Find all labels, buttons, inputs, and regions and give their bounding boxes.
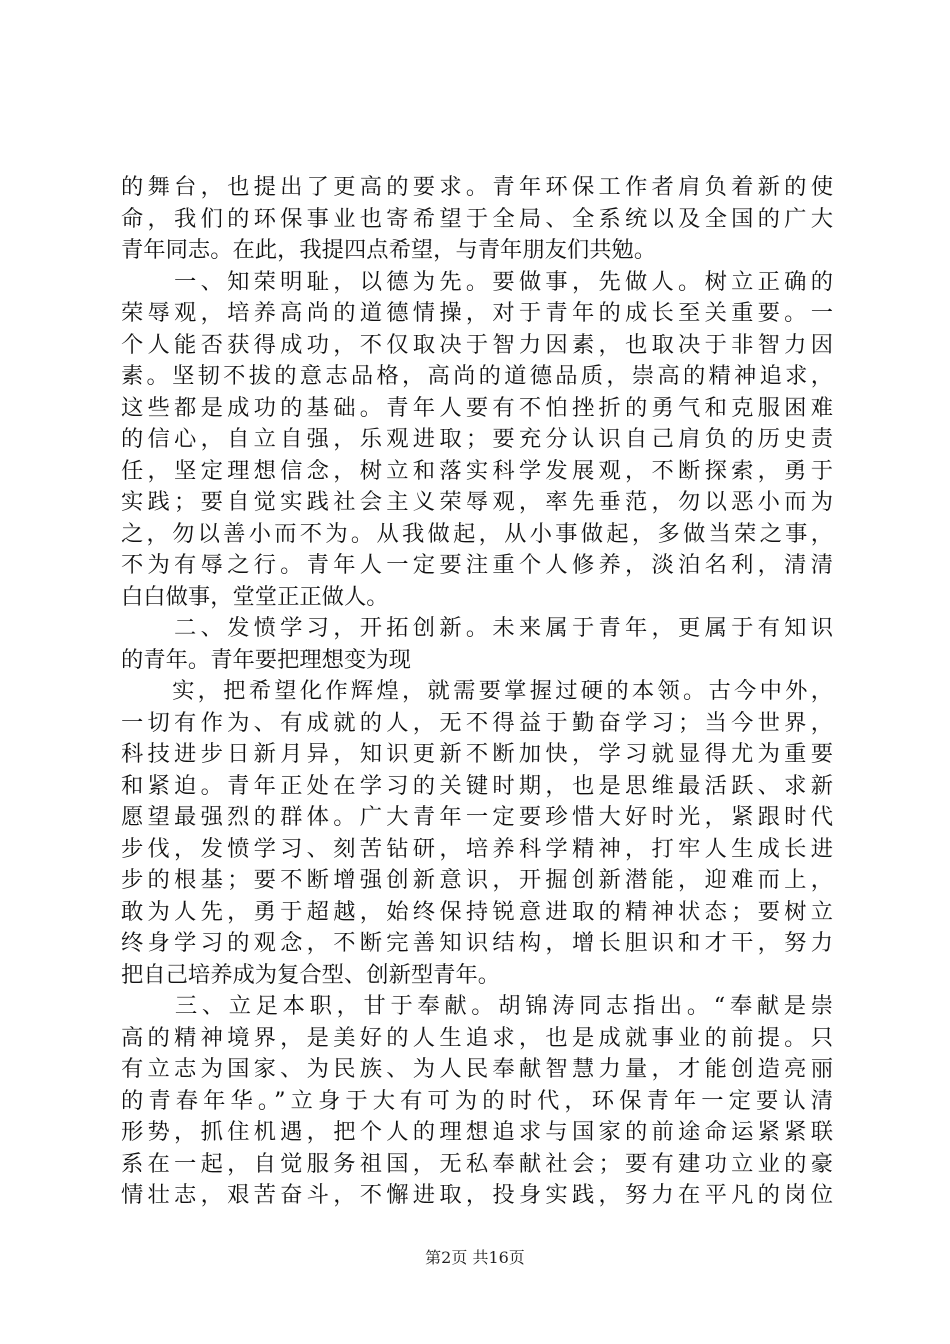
text-line: 任，坚定理想信念，树立和落实科学发展观，不断探索，勇于 [121,457,833,484]
text-line: 一、知荣明耻，以德为先。要做事，先做人。树立正确的 [121,268,833,295]
text-line: 荣辱观，培养高尚的道德情操，对于青年的成长至关重要。一 [121,300,833,326]
text-line: 把自己培养成为复合型、创新型青年。 [121,961,501,988]
text-line: 命，我们的环保事业也寄希望于全局、全系统以及全国的广大 [121,205,833,232]
text-line: 终身学习的观念，不断完善知识结构，增长胆识和才干，努力 [121,930,833,956]
text-line: 青年同志。在此，我提四点希望，与青年朋友们共勉。 [121,237,657,263]
text-line: 形势，抓住机遇，把个人的理想追求与国家的前途命运紧紧联 [121,1119,833,1145]
text-line: 情壮志，艰苦奋斗，不懈进取，投身实践，努力在平凡的岗位 [121,1182,833,1208]
text-line: 高的精神境界，是美好的人生追求，也是成就事业的前提。只 [121,1024,833,1051]
text-line: 白白做事，堂堂正正做人。 [121,583,389,610]
text-line: 实，把希望化作辉煌，就需要掌握过硬的本领。古今中外， [121,678,833,704]
text-line: 科技进步日新月异，知识更新不断加快，学习就显得尤为重要 [121,741,833,767]
text-line: 不为有辱之行。青年人一定要注重个人修养，淡泊名利，清清 [121,552,833,578]
text-line: 有立志为国家、为民族、为人民奉献智慧力量，才能创造亮丽 [121,1056,833,1082]
text-line: 步伐，发愤学习、刻苦钻研，培养科学精神，打牢人生成长进 [121,835,833,862]
text-line: 之，勿以善小而不为。从我做起，从小事做起，多做当荣之事， [121,520,833,547]
text-line: 的青春年华。”立身于大有可为的时代，环保青年一定要认清 [121,1087,833,1114]
text-line: 敢为人先，勇于超越，始终保持锐意进取的精神状态；要树立 [121,898,833,925]
text-line: 这些都是成功的基础。青年人要有不怕挫折的勇气和克服困难 [121,394,833,421]
text-line: 步的根基；要不断增强创新意识，开掘创新潜能，迎难而上， [121,867,833,893]
text-line: 实践；要自觉实践社会主义荣辱观，率先垂范，勿以恶小而为 [121,489,833,515]
text-line: 的舞台，也提出了更高的要求。青年环保工作者肩负着新的使 [121,174,833,200]
text-line: 个人能否获得成功，不仅取决于智力因素，也取决于非智力因 [121,331,833,358]
text-line: 和紧迫。青年正处在学习的关键时期，也是思维最活跃、求新 [121,772,833,799]
text-line: 的信心，自立自强，乐观进取；要充分认识自己肩负的历史责 [121,426,833,452]
text-line: 一切有作为、有成就的人，无不得益于勤奋学习；当今世界， [121,709,833,736]
text-line: 二、发愤学习，开拓创新。未来属于青年，更属于有知识 [121,615,833,641]
text-line: 的青年。青年要把理想变为现 [121,646,411,673]
document-body [121,172,833,1212]
text-line: 愿望最强烈的群体。广大青年一定要珍惜大好时光，紧跟时代 [121,804,833,830]
text-line: 系在一起，自觉服务祖国，无私奉献社会；要有建功立业的豪 [121,1150,833,1177]
text-line: 三、立足本职，甘于奉献。胡锦涛同志指出。“奉献是崇 [121,993,833,1019]
page-number-footer: 第2页 共16页 [425,1248,525,1267]
text-line: 素。坚韧不拔的意志品格，高尚的道德品质，崇高的精神追求， [121,363,833,389]
